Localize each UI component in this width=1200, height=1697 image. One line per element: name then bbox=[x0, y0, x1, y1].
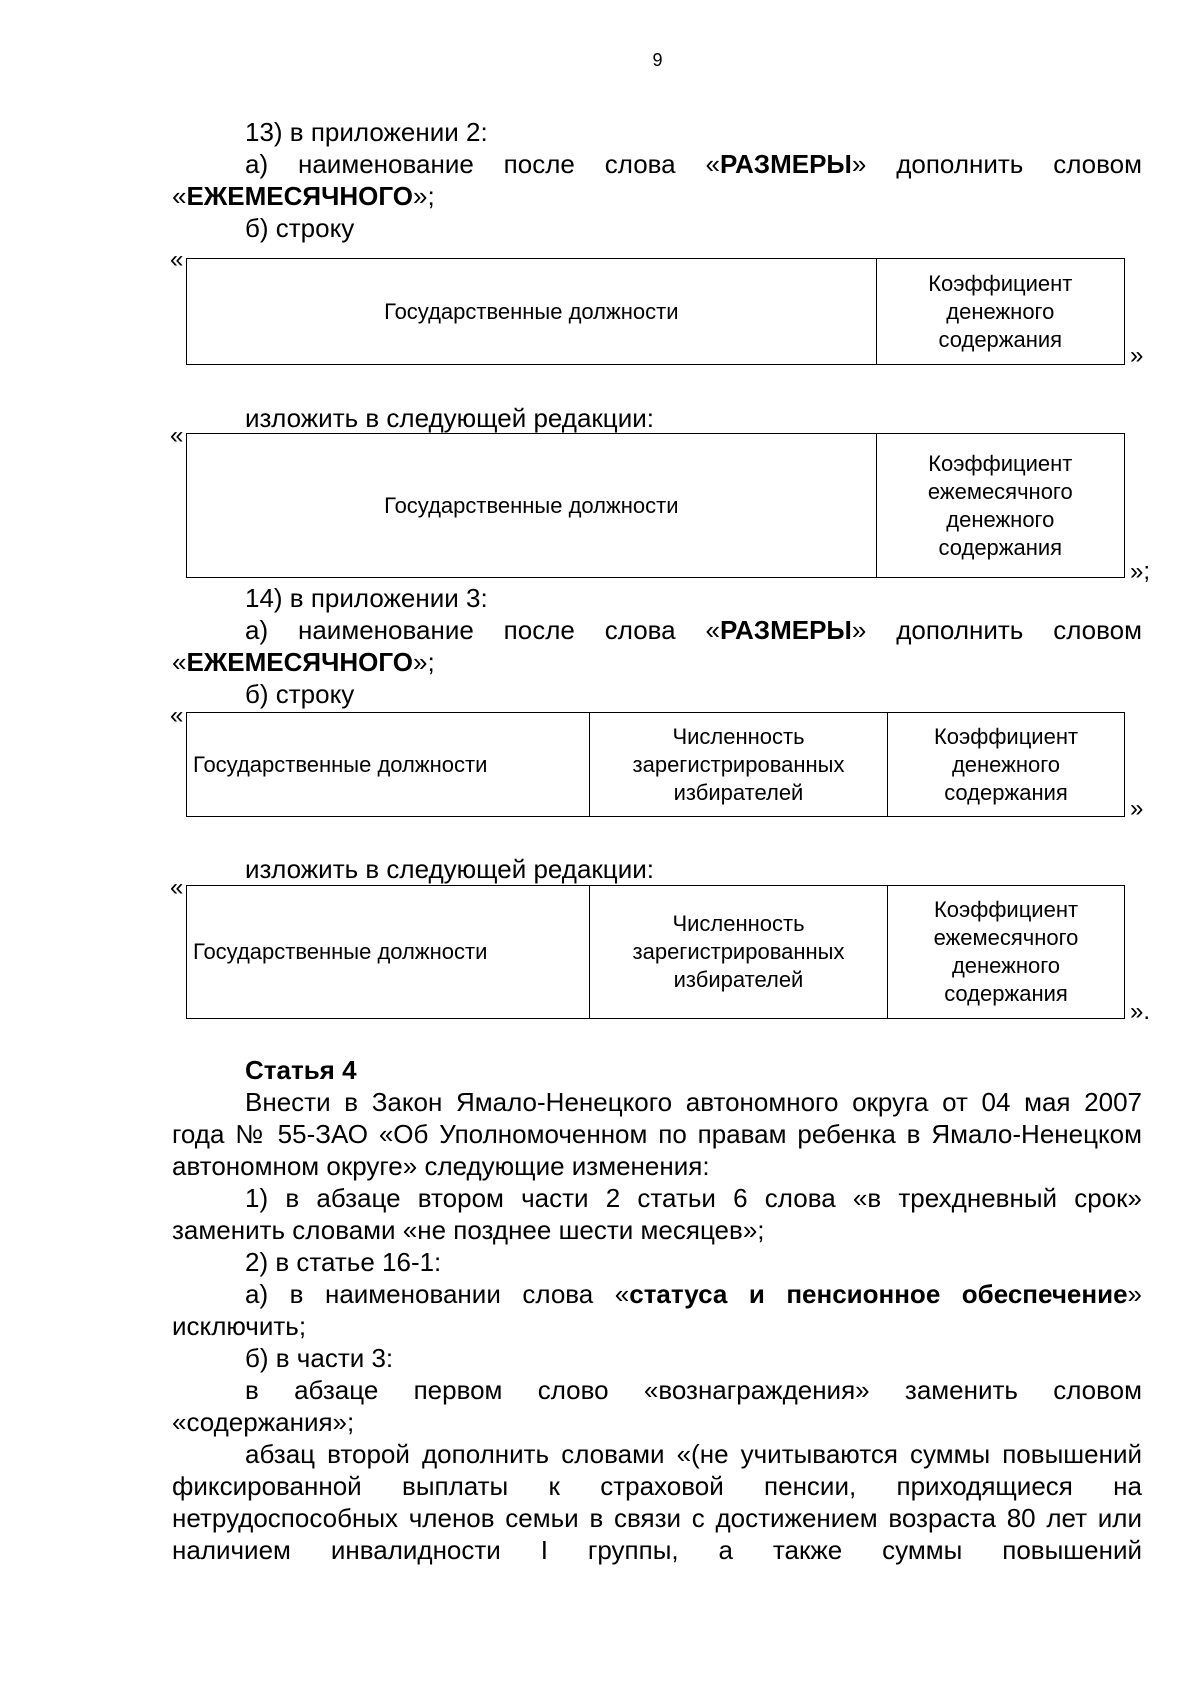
item13-b-label: б) строку bbox=[245, 213, 355, 243]
table-cell: Коэффициент денежного содержания bbox=[876, 259, 1124, 365]
article-heading: Статья 4 bbox=[245, 1055, 357, 1085]
article-intro: Внести в Закон Ямало-Ненецкого автономного округа от 04 мая 2007 года № 55-ЗАО «Об Уполномоченном по правам ребенка в Ямало-Ненецком автономном округе» следующие изменения: bbox=[172, 1087, 1142, 1181]
table-cell: Государственные должности bbox=[187, 434, 877, 578]
item14-replace-label: изложить в следующей редакции: bbox=[245, 854, 654, 884]
table-cell: Государственные должности bbox=[187, 259, 877, 365]
item14-b-label: б) строку bbox=[245, 679, 355, 709]
article-paragraph: 2) в статье 16-1: bbox=[245, 1247, 442, 1277]
close-quote: » bbox=[1130, 342, 1144, 369]
item14-table-new bbox=[186, 885, 1125, 1019]
item13-a: а) наименование после слова «РАЗМЕРЫ» дополнить словом «ЕЖЕМЕСЯЧНОГО»; bbox=[172, 149, 1142, 211]
item13-table-old bbox=[186, 258, 1125, 365]
item13-text bbox=[172, 116, 1142, 244]
open-quote: « bbox=[170, 874, 184, 901]
item13-table-new bbox=[186, 433, 1125, 578]
close-quote: » bbox=[1130, 795, 1144, 822]
item14-title: 14) в приложении 3: bbox=[245, 583, 488, 613]
item14-text bbox=[172, 582, 1142, 710]
table-cell: Коэффициент ежемесячного денежного содержания bbox=[888, 886, 1125, 1019]
table-cell: Коэффициент денежного содержания bbox=[888, 713, 1125, 817]
item14-a: а) наименование после слова «РАЗМЕРЫ» дополнить словом «ЕЖЕМЕСЯЧНОГО»; bbox=[172, 615, 1142, 677]
article-paragraph: б) в части 3: bbox=[245, 1343, 394, 1373]
article-paragraph: абзац второй дополнить словами «(не учитываются суммы повышений фиксированной выплаты к страховой пенсии, приходящиеся на нетрудоспособных членов семьи в связи с достижением возраста 80 лет или наличием инвалидности I группы, а также суммы повышений bbox=[172, 1439, 1142, 1565]
table-cell: Государственные должности bbox=[187, 886, 590, 1019]
item13-replace-label: изложить в следующей редакции: bbox=[245, 403, 654, 433]
item13-title: 13) в приложении 2: bbox=[245, 117, 488, 147]
open-quote: « bbox=[170, 422, 184, 449]
open-quote: « bbox=[170, 702, 184, 729]
article-paragraph: в абзаце первом слово «вознаграждения» заменить словом «содержания»; bbox=[172, 1375, 1142, 1437]
open-quote: « bbox=[170, 246, 184, 273]
table-cell: Численность зарегистрированных избирателей bbox=[590, 886, 888, 1019]
page-number: 9 bbox=[652, 50, 663, 70]
close-quote: »; bbox=[1130, 558, 1151, 585]
table-cell: Численность зарегистрированных избирателей bbox=[590, 713, 888, 817]
close-quote: ». bbox=[1130, 998, 1151, 1025]
article-paragraph: а) в наименовании слова «статуса и пенсионное обеспечение» исключить; bbox=[172, 1279, 1142, 1341]
table-cell: Коэффициент ежемесячного денежного содержания bbox=[876, 434, 1124, 578]
article-paragraph: 1) в абзаце втором части 2 статьи 6 слова «в трехдневный срок» заменить словами «не позднее шести месяцев»; bbox=[172, 1183, 1142, 1245]
item14-table-old bbox=[186, 712, 1125, 817]
table-cell: Государственные должности bbox=[187, 713, 590, 817]
article4 bbox=[172, 1054, 1142, 1566]
